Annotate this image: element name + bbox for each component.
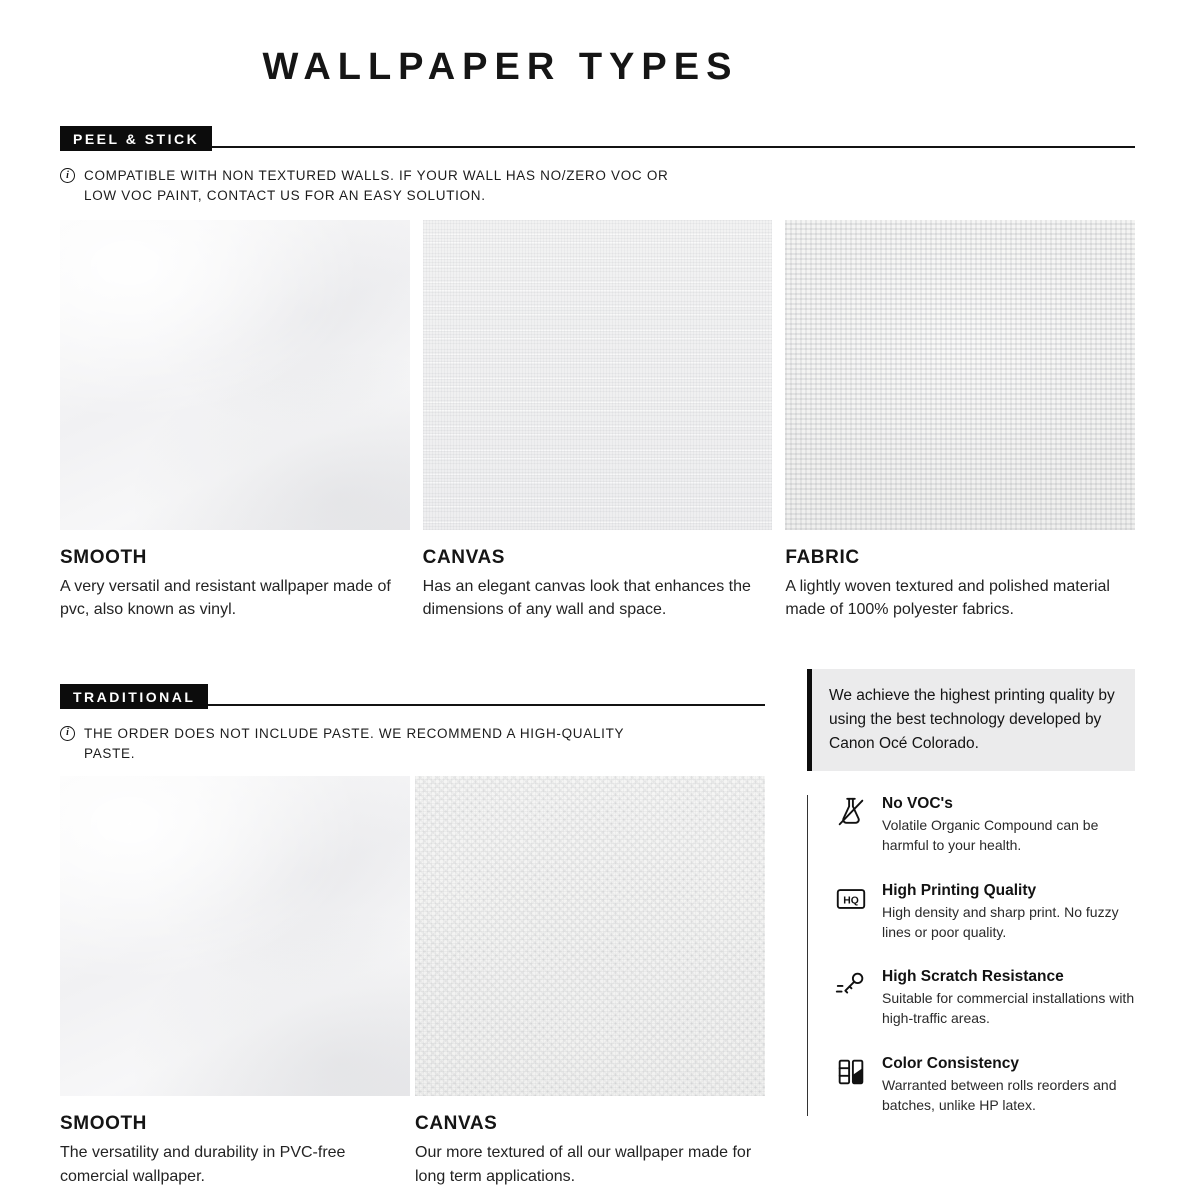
feature-high-printing-quality: [833, 882, 1135, 943]
swatch-description-canvas: Has an elegant canvas look that enhances the dimensions of any wall and space.: [422, 577, 751, 618]
canvas-texture-image: [423, 220, 773, 530]
feature-title: No VOC's: [882, 794, 953, 812]
traditional-header: [60, 684, 765, 709]
printing-quality-callout: We achieve the highest printing quality by using the best technology developed by Canon Océ Colorado.: [807, 669, 1135, 771]
peel-stick-note-text: COMPATIBLE WITH NON TEXTURED WALLS. IF YOUR WALL HAS NO/ZERO VOC OR LOW VOC PAINT, CONTACT US FOR AN EASY SOLUTION.: [84, 168, 669, 204]
swatch-description-traditional-smooth: The versatility and durability in PVC-free comercial wallpaper.: [60, 1144, 346, 1185]
feature-title: High Scratch Resistance: [882, 968, 1064, 986]
peel-stick-swatch-grid: [60, 220, 1135, 621]
peel-stick-note: [60, 166, 1135, 207]
traditional-divider-line: [208, 704, 765, 706]
feature-no-voc: [833, 795, 1135, 856]
swatch-name-traditional-canvas: CANVAS: [415, 1113, 498, 1135]
peel-stick-label: PEEL & STICK: [60, 126, 212, 151]
quality-panel: [807, 647, 1135, 1188]
traditional-smooth-texture-image: [60, 776, 410, 1096]
feature-title: High Printing Quality: [882, 881, 1037, 899]
hq-badge-icon: [833, 882, 869, 918]
swatch-card-smooth: [60, 220, 410, 621]
color-swatches-icon: [833, 1055, 869, 1091]
swatch-card-fabric: [785, 220, 1135, 621]
feature-description: Suitable for commercial installations with high-traffic areas.: [882, 990, 1135, 1027]
feature-text: [882, 968, 1135, 1029]
swatch-card-canvas: [423, 220, 773, 621]
traditional-note-text: THE ORDER DOES NOT INCLUDE PASTE. WE RECOMMEND A HIGH-QUALITY PASTE.: [84, 725, 625, 762]
feature-description: High density and sharp print. No fuzzy lines or poor quality.: [882, 903, 1119, 940]
peel-stick-header: [60, 126, 1135, 151]
traditional-swatch-grid: [60, 776, 765, 1187]
traditional-canvas-texture-image: [415, 776, 765, 1096]
page-title: WALLPAPER TYPES: [262, 46, 739, 88]
swatch-name-smooth: SMOOTH: [60, 546, 147, 568]
swatch-description-smooth: A very versatil and resistant wallpaper made of pvc, also known as vinyl.: [60, 577, 391, 618]
swatch-name-traditional-smooth: SMOOTH: [60, 1113, 147, 1135]
swatch-description-fabric: A lightly woven textured and polished material made of 100% polyester fabrics.: [785, 577, 1110, 618]
traditional-note: [60, 724, 765, 765]
no-voc-icon: [833, 795, 869, 831]
smooth-texture-image: [60, 220, 410, 530]
swatch-description-traditional-canvas: Our more textured of all our wallpaper made for long term applications.: [415, 1144, 752, 1185]
traditional-label: TRADITIONAL: [60, 684, 208, 709]
features-list: [807, 795, 1135, 1116]
scratch-key-icon: [833, 968, 869, 1004]
hq-badge-label: HQ: [843, 894, 859, 906]
section-peel-stick: [60, 126, 1135, 621]
swatch-card-traditional-canvas: [415, 776, 765, 1187]
fabric-texture-image: [785, 220, 1135, 530]
feature-description: Warranted between rolls reorders and batches, unlike HP latex.: [882, 1077, 1117, 1114]
swatch-name-fabric: FABRIC: [785, 546, 860, 568]
feature-text: [882, 1055, 1135, 1116]
info-icon: i: [60, 168, 75, 183]
feature-high-scratch-resistance: [833, 968, 1135, 1029]
info-icon: i: [60, 726, 75, 741]
bottom-row: [60, 647, 1135, 1188]
swatch-card-traditional-smooth: [60, 776, 410, 1187]
peel-stick-divider-line: [212, 146, 1135, 148]
feature-color-consistency: [833, 1055, 1135, 1116]
feature-title: Color Consistency: [882, 1055, 1019, 1073]
feature-text: [882, 882, 1135, 943]
feature-text: [882, 795, 1135, 856]
section-traditional: [60, 647, 765, 1188]
feature-description: Volatile Organic Compound can be harmful to your health.: [882, 816, 1099, 853]
swatch-name-canvas: CANVAS: [422, 546, 506, 568]
